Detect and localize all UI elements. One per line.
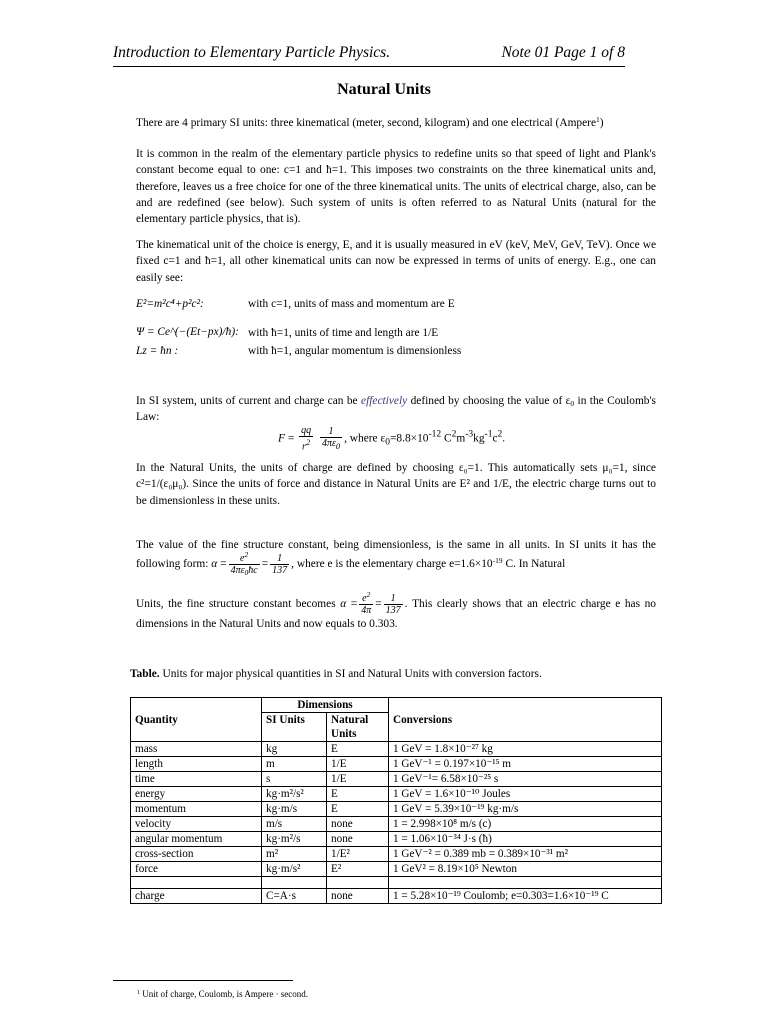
paragraph-fine-structure-natural: Units, the fine structure constant becomes α = $\frac{e^2}{4\pi}$ = $\frac{1}{137}$ . This clearly shows that an electric charge e has no dimensions in the Natural Units and now equals to 0.303. — [136, 590, 656, 630]
equation-angular-momentum: Lz = ħn : — [136, 345, 179, 357]
cell-natural-unit: E — [327, 802, 389, 817]
header-page-number: Note 01 Page 1 of 8 — [501, 44, 625, 61]
table-row — [131, 787, 662, 802]
cell-si-unit: m² — [262, 847, 327, 862]
equation-desc-energy: with c=1, units of mass and momentum are E — [248, 298, 455, 310]
header-si-units: SI Units — [262, 713, 327, 742]
cell-si-unit: m — [262, 757, 327, 772]
cell-conversion: 1 GeV = 1.6×10⁻¹⁰ Joules — [389, 787, 662, 802]
cell-conversion: 1 GeV⁻¹= 6.58×10⁻²⁵ s — [389, 772, 662, 787]
footnote: $^1$ Unit of charge, Coulomb, is Ampere · second. — [137, 989, 309, 999]
table-caption: Table. Units for major physical quantities in SI and Natural Units with conversion factors. — [130, 668, 542, 680]
cell-natural-unit: E² — [327, 862, 389, 877]
paragraph-si-units: There are 4 primary SI units: three kinematical (meter, second, kilogram) and one electrical (Ampere$^1$) — [136, 115, 604, 129]
cell-si-unit: kg·m²/s² — [262, 787, 327, 802]
cell-quantity — [131, 877, 262, 889]
cell-natural-unit: none — [327, 817, 389, 832]
cell-quantity: cross-section — [131, 847, 262, 862]
paragraph-natural-charge: In the Natural Units, the units of charge are defined by choosing ε₀=1. This automatically sets μ₀=1, since c²=1/(ε₀μ₀). Since the units of force and distance in Natural Units are E² and 1/E, the electric charge turns out to be dimensionless in these units. — [136, 462, 656, 507]
table-row — [131, 847, 662, 862]
cell-quantity: mass — [131, 742, 262, 757]
cell-conversion: 1 GeV² = 8.19×10⁵ Newton — [389, 862, 662, 877]
table-row — [131, 757, 662, 772]
cell-si-unit — [262, 877, 327, 889]
table-row — [131, 772, 662, 787]
equation-energy-momentum: E²=m²c⁴+p²c²: — [136, 298, 204, 310]
units-table — [130, 697, 662, 904]
paragraph-energy-unit: The kinematical unit of the choice is energy, E, and it is usually measured in eV (keV, MeV, GeV, TeV). Once we fixed c=1 and ħ=1, all other kinematical units can now be expressed in terms of units of energy. E.g., one can easily see: — [136, 239, 656, 284]
table-row — [131, 817, 662, 832]
cell-conversion: 1 = 5.28×10⁻¹⁹ Coulomb; e=0.303=1.6×10⁻¹⁹ C — [389, 889, 662, 904]
cell-quantity: momentum — [131, 802, 262, 817]
equation-coulomb-law: F = $\frac{qq}{r^2}$ $\frac{1}{4\pi\varepsilon_0}$ , where $\varepsilon_0=8.8\times 10^{-12}$ $C^2m^{-3}kg^{-1}c^2$. — [278, 425, 506, 453]
cell-conversion: 1 GeV = 5.39×10⁻¹⁹ kg·m/s — [389, 802, 662, 817]
equation-desc-angular: with ħ=1, angular momentum is dimensionless — [248, 345, 462, 357]
cell-si-unit: C=A·s — [262, 889, 327, 904]
cell-natural-unit — [327, 877, 389, 889]
cell-si-unit: kg·m²/s — [262, 832, 327, 847]
cell-quantity: energy — [131, 787, 262, 802]
cell-quantity: time — [131, 772, 262, 787]
paragraph-redefine-units: It is common in the realm of the elementary particle physics to redefine units so that speed of light and Plank's constant become equal to one: c=1 and ħ=1. This imposes two constraints on the three kinematical units and, therefore, leaves us a free choice for one of the three kinematical units. The units of electrical charge, also, can be and are redefined (see below). Such system of units is often referred to as Natural Units (natural for the elementary particle physics, that is). — [136, 148, 656, 226]
paragraph-fine-structure-si: The value of the fine structure constant, being dimensionless, is the same in all units. In SI units it has the following form: α = $\frac{e^2}{4\pi\varepsilon_0ħc}$ = $\frac{1}{137}$ , where e is the elementary charge $e=1.6\times 10^{-19}$ C. In Natural — [136, 539, 656, 578]
cell-natural-unit: E — [327, 742, 389, 757]
header-natural-units: Natural Units — [327, 713, 389, 742]
section-title: Natural Units — [337, 81, 431, 98]
table-row — [131, 802, 662, 817]
cell-si-unit: m/s — [262, 817, 327, 832]
table-row — [131, 742, 662, 757]
equation-desc-wavefunction: with ħ=1, units of time and length are 1/E — [248, 327, 439, 339]
cell-natural-unit: 1/E — [327, 757, 389, 772]
cell-natural-unit: 1/E — [327, 772, 389, 787]
cell-conversion — [389, 877, 662, 889]
cell-quantity: length — [131, 757, 262, 772]
cell-quantity: angular momentum — [131, 832, 262, 847]
paragraph-coulomb: In SI system, units of current and charge can be effectively defined by choosing the value of $\varepsilon_0$ in the Coulomb's Law: — [136, 395, 656, 424]
cell-quantity: force — [131, 862, 262, 877]
cell-conversion: 1 = 1.06×10⁻³⁴ J·s (ħ) — [389, 832, 662, 847]
cell-conversion: 1 = 2.998×10⁸ m/s (c) — [389, 817, 662, 832]
table-row — [131, 877, 662, 889]
cell-natural-unit: none — [327, 889, 389, 904]
cell-quantity: velocity — [131, 817, 262, 832]
footnote-ref: 1 — [596, 115, 600, 124]
cell-natural-unit: 1/E² — [327, 847, 389, 862]
header-conversions: Conversions — [389, 698, 662, 742]
cell-si-unit: kg — [262, 742, 327, 757]
cell-quantity: charge — [131, 889, 262, 904]
page-header — [113, 44, 625, 67]
equation-wavefunction: Ψ = Ce^(−(Et−px)/ħ): — [136, 326, 239, 338]
cell-conversion: 1 GeV⁻¹ = 0.197×10⁻¹⁵ m — [389, 757, 662, 772]
table-row — [131, 832, 662, 847]
header-dimensions: Dimensions — [262, 698, 389, 713]
header-quantity: Quantity — [131, 698, 262, 742]
cell-natural-unit: E — [327, 787, 389, 802]
footnote-separator — [113, 980, 293, 981]
cell-si-unit: kg·m/s² — [262, 862, 327, 877]
cell-si-unit: s — [262, 772, 327, 787]
header-course-title: Introduction to Elementary Particle Physics. — [113, 44, 391, 61]
table-row — [131, 889, 662, 904]
cell-conversion: 1 GeV = 1.8×10⁻²⁷ kg — [389, 742, 662, 757]
cell-natural-unit: none — [327, 832, 389, 847]
table-row — [131, 862, 662, 877]
cell-conversion: 1 GeV⁻² = 0.389 mb = 0.389×10⁻³¹ m² — [389, 847, 662, 862]
cell-si-unit: kg·m/s — [262, 802, 327, 817]
